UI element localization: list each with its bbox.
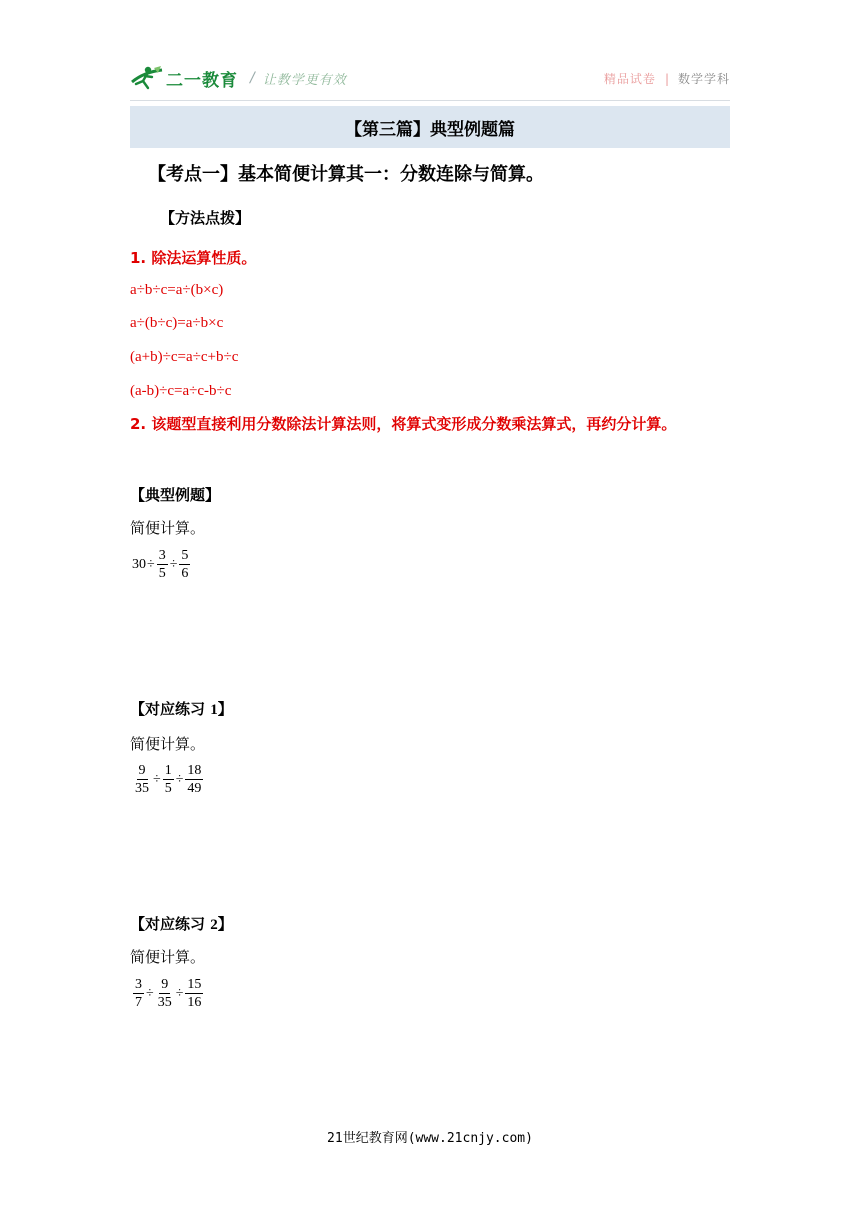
divide-sign: ÷	[169, 556, 178, 572]
fraction: $\frac{3}{5}$	[158, 548, 166, 581]
formula-3: (a+b)÷c=a÷c+b÷c	[130, 349, 239, 365]
logo-slogan: 让教学更有效	[262, 72, 347, 88]
header-subject	[604, 70, 730, 87]
page-header	[130, 62, 730, 94]
practice-2-instruction: 简便计算。	[130, 948, 206, 966]
example-expression	[132, 547, 191, 582]
fraction: $\frac{9}{35}$	[157, 977, 172, 1010]
practice-2-title: 【对应练习 2】	[130, 915, 233, 933]
practice-1-instruction: 简便计算。	[130, 735, 206, 753]
divide-sign: ÷	[146, 985, 154, 1001]
brand-logo	[130, 62, 347, 94]
header-separator: |	[664, 71, 669, 86]
example-instruction: 简便计算。	[130, 519, 206, 537]
header-tag: 精品试卷	[603, 72, 656, 86]
fraction: $\frac{5}{6}$	[181, 548, 189, 581]
practice-1-title: 【对应练习 1】	[130, 700, 233, 718]
practice-2-expression	[132, 976, 204, 1011]
formula-1: a÷b÷c=a÷(b×c)	[130, 282, 224, 298]
fraction: $\frac{9}{35}$	[135, 763, 149, 796]
header-subject-label: 数学学科	[677, 72, 730, 86]
point-2: 2. 该题型直接利用分数除法计算法则，将算式变形成分数乘法算式，再约分计算。	[130, 415, 677, 433]
fraction: $\frac{18}{49}$	[187, 763, 202, 796]
banner-title: 【第三篇】典型例题篇	[345, 119, 515, 140]
formula-4: (a-b)÷c=a÷c-b÷c	[130, 383, 232, 399]
divide-sign: ÷	[153, 771, 161, 787]
point-1: 1. 除法运算性质。	[130, 249, 257, 267]
runner-logo-icon	[130, 64, 164, 92]
formula-2: a÷(b÷c)=a÷b×c	[130, 315, 224, 331]
divide-sign: ÷	[175, 985, 184, 1001]
section-banner	[130, 106, 730, 148]
fraction: $\frac{1}{5}$	[164, 763, 172, 796]
logo-text: 二一教育	[166, 70, 238, 91]
fraction: $\frac{3}{7}$	[135, 977, 142, 1010]
practice-1-expression	[132, 762, 204, 797]
example-title: 【典型例题】	[130, 486, 221, 504]
example-lead: 30	[132, 556, 146, 572]
divide-sign: ÷	[147, 556, 155, 572]
divide-sign: ÷	[175, 771, 184, 787]
method-heading: 【方法点拨】	[160, 209, 251, 227]
header-divider	[130, 100, 730, 101]
logo-divider: /	[250, 70, 255, 86]
fraction: $\frac{15}{16}$	[187, 977, 202, 1010]
topic-heading: 【考点一】基本简便计算其一：分数连除与简算。	[148, 164, 544, 185]
page-footer: 21世纪教育网(www.21cnjy.com)	[327, 1131, 533, 1146]
